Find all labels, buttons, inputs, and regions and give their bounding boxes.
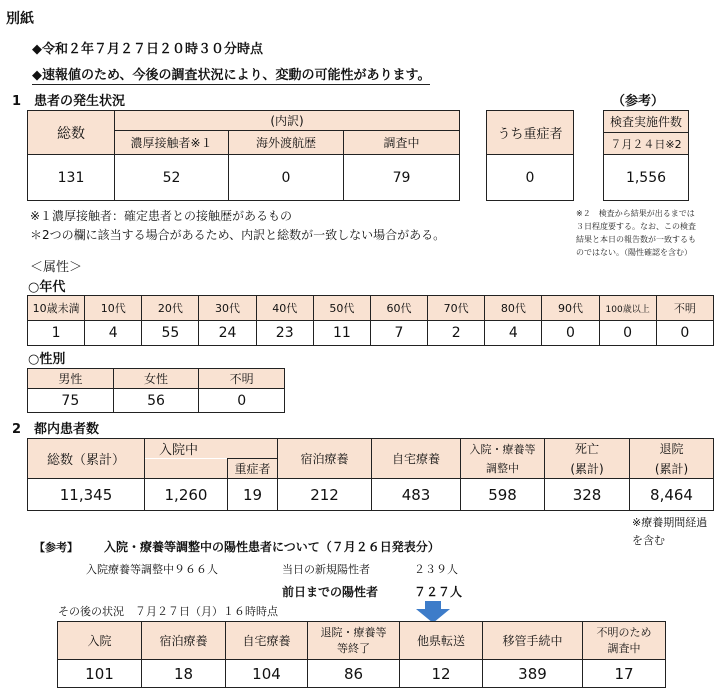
status-table — [57, 621, 666, 688]
reference-tag: 【参考】 — [34, 541, 78, 554]
age-table — [27, 295, 714, 346]
age-value: 1 — [28, 321, 85, 346]
section2-heading: 2 都内患者数 — [12, 422, 100, 437]
hospitalized-spacer — [145, 459, 228, 479]
sex-value: 75 — [28, 389, 114, 413]
note-close-contact: ※１濃厚接触者：確定患者との接触歴があるもの — [30, 209, 293, 223]
status-label: 他県転送 — [400, 622, 483, 660]
status-value: 104 — [226, 660, 308, 688]
status-label: 宿泊療養 — [142, 622, 226, 660]
status-value: 101 — [58, 660, 142, 688]
adjusting-count: 入院療養等調整中９６６人 — [86, 563, 218, 576]
overseas-value: 0 — [229, 155, 344, 201]
note-test-lag-line: ※２ 検査から結果が出るまでは — [576, 209, 695, 218]
sex-label: 男性 — [28, 369, 114, 389]
note-test-lag — [576, 207, 716, 259]
note-test-lag-line: のではない。（陽性確認を含む） — [576, 248, 692, 257]
status-label-line: 不明のため — [596, 625, 652, 639]
age-label: 90代 — [542, 296, 599, 321]
age-label: 30代 — [199, 296, 256, 321]
age-label: 80代 — [485, 296, 542, 321]
down-arrow-icon — [416, 601, 450, 623]
prev-day-value: ７２７人 — [414, 585, 463, 599]
status-label: 入院 — [58, 622, 142, 660]
age-value: 0 — [599, 321, 656, 346]
page-title: 別紙 — [6, 11, 34, 27]
close-contact-label: 濃厚接触者※１ — [115, 131, 229, 155]
note-test-lag-line: 結果と本日の報告数が一致するも — [576, 235, 696, 244]
status-value: 18 — [142, 660, 226, 688]
patients-table — [27, 110, 460, 201]
timestamp: ◆令和２年７月２７日２０時３０分時点 — [32, 42, 263, 57]
status-label — [308, 622, 400, 660]
severe-table — [486, 110, 574, 201]
status-label-line: 退院・療養等 — [320, 625, 387, 639]
investigating-label: 調査中 — [344, 131, 460, 155]
overseas-label: 海外渡航歴 — [229, 131, 344, 155]
age-value: 7 — [370, 321, 427, 346]
deaths-label-2: (累計) — [545, 459, 630, 479]
status-value: 17 — [583, 660, 666, 688]
adjusting-value: 598 — [461, 479, 545, 511]
home-value: 483 — [372, 479, 461, 511]
age-value: 55 — [142, 321, 199, 346]
severe-cases-label: 重症者 — [228, 459, 278, 479]
hospitalized-value: 1,260 — [145, 479, 228, 511]
adjusting-label: 入院・療養等 — [461, 439, 545, 459]
status-value: 12 — [400, 660, 483, 688]
age-label: 60代 — [370, 296, 427, 321]
note-test-lag-line: ３日程度要する。なお、この検査 — [576, 222, 696, 231]
discharge-footnote — [632, 514, 707, 550]
hospitalized-label: 入院中 — [145, 439, 278, 459]
sex-value: 0 — [199, 389, 285, 413]
home-label: 自宅療養 — [372, 439, 461, 479]
age-heading: ○年代 — [28, 280, 66, 295]
status-label: 自宅療養 — [226, 622, 308, 660]
discharge-footnote-line: ※療養期間経過 — [632, 516, 708, 529]
age-value: 23 — [256, 321, 313, 346]
total-cumulative-value: 11,345 — [28, 479, 145, 511]
age-value: 2 — [428, 321, 485, 346]
sex-label: 女性 — [113, 369, 199, 389]
total-value: 131 — [28, 155, 115, 201]
sex-heading: ○性別 — [28, 352, 66, 367]
note-mismatch: ＊2つの欄に該当する場合があるため、内訳と総数が一致しない場合がある。 — [30, 228, 446, 242]
reference-label: （参考） — [612, 94, 665, 109]
tests-value: 1,556 — [604, 155, 689, 201]
status-value: 86 — [308, 660, 400, 688]
age-value: 4 — [85, 321, 142, 346]
severe-cases-value: 19 — [228, 479, 278, 511]
age-label: 不明 — [656, 296, 713, 321]
hotel-label: 宿泊療養 — [278, 439, 372, 479]
disclaimer: ◆速報値のため、今後の調査状況により、変動の可能性があります。 — [32, 64, 430, 85]
breakdown-label: (内訳) — [115, 111, 460, 131]
age-value: 4 — [485, 321, 542, 346]
sex-label: 不明 — [199, 369, 285, 389]
tests-date: ７月２４日※2 — [604, 133, 689, 155]
status-label-line: 等終了 — [337, 641, 370, 655]
age-label: 10代 — [85, 296, 142, 321]
deaths-value: 328 — [545, 479, 630, 511]
new-positive-label: 当日の新規陽性者 — [282, 563, 370, 576]
adjusting-label-2: 調整中 — [461, 459, 545, 479]
age-label: 100歳以上 — [599, 296, 656, 321]
hotel-value: 212 — [278, 479, 372, 511]
severe-label: うち重症者 — [487, 111, 574, 155]
reference-title: 入院・療養等調整中の陽性患者について（７月２６日発表分） — [104, 540, 440, 554]
status-label-line: 調査中 — [607, 641, 641, 655]
sex-value: 56 — [113, 389, 199, 413]
age-value: 0 — [656, 321, 713, 346]
severe-value: 0 — [487, 155, 574, 201]
discharged-label-2: (累計) — [630, 459, 714, 479]
deaths-label: 死亡 — [545, 439, 630, 459]
discharged-value: 8,464 — [630, 479, 714, 511]
age-label: 10歳未満 — [28, 296, 85, 321]
attributes-heading: ＜属性＞ — [30, 260, 83, 275]
close-contact-value: 52 — [115, 155, 229, 201]
status-label: 移管手続中 — [483, 622, 583, 660]
age-label: 40代 — [256, 296, 313, 321]
section1-heading: 1 患者の発生状況 — [12, 94, 126, 109]
age-value: 11 — [313, 321, 370, 346]
age-label: 20代 — [142, 296, 199, 321]
discharged-label: 退院 — [630, 439, 714, 459]
tokyo-patients-table — [27, 438, 714, 511]
age-value: 0 — [542, 321, 599, 346]
prev-day-label: 前日までの陽性者 — [282, 585, 379, 599]
tests-table — [603, 110, 689, 201]
new-positive-value: ２３９人 — [414, 563, 458, 576]
status-label — [583, 622, 666, 660]
investigating-value: 79 — [344, 155, 460, 201]
age-label: 50代 — [313, 296, 370, 321]
total-cumulative-label: 総数（累計） — [28, 439, 145, 479]
status-timestamp: その後の状況 ７月２７日（月）１６時時点 — [58, 605, 278, 618]
sex-table — [27, 368, 285, 413]
discharge-footnote-line: を含む — [632, 534, 665, 547]
total-label: 総数 — [28, 111, 115, 155]
age-label: 70代 — [428, 296, 485, 321]
tests-label: 検査実施件数 — [604, 111, 689, 133]
status-value: 389 — [483, 660, 583, 688]
age-value: 24 — [199, 321, 256, 346]
